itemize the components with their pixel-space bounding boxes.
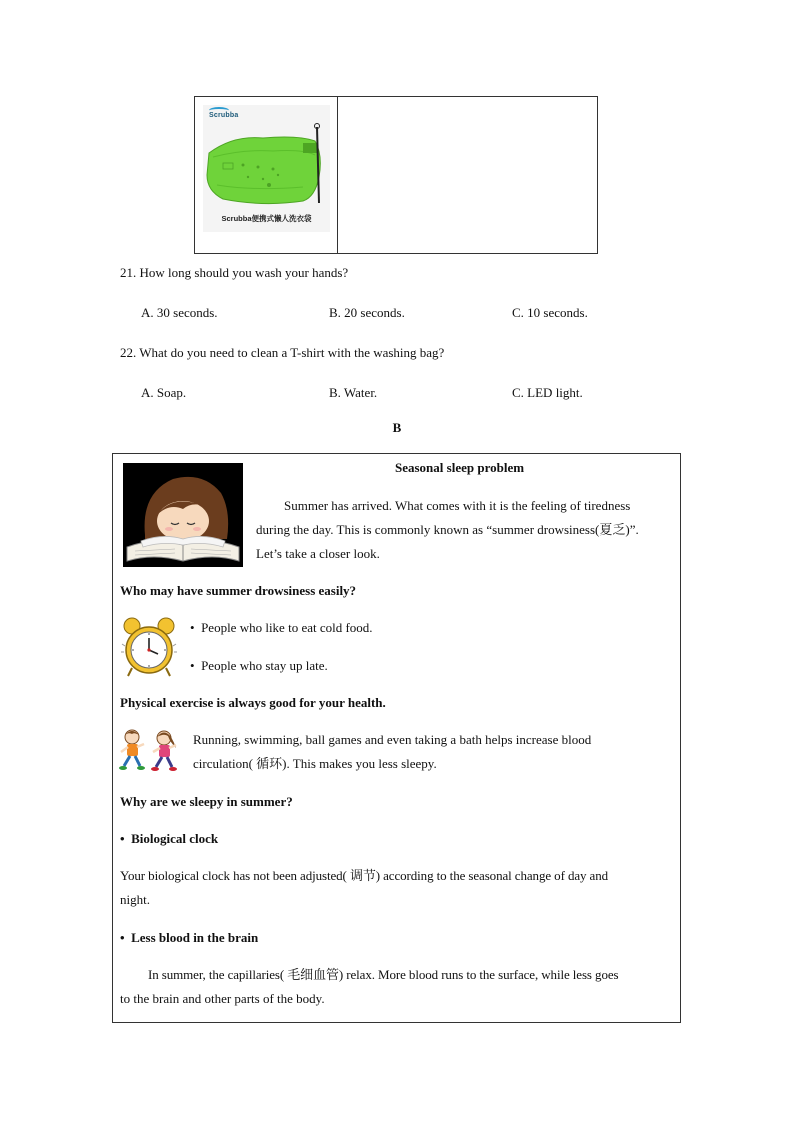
sleeping-girl-image — [123, 463, 243, 567]
reason-1-heading-text: Biological clock — [131, 831, 219, 846]
question-22-option-c: C. LED light. — [512, 385, 583, 400]
bullet-marker: • — [120, 930, 125, 945]
why-heading: Why are we sleepy in summer? — [120, 794, 293, 809]
product-caption: Scrubba便携式懒人洗衣袋 — [221, 214, 312, 223]
exercise-line-2: circulation( 循环). This makes you less sleepy. — [193, 756, 437, 771]
running-kids-image — [118, 728, 182, 774]
bullet-marker: • — [190, 658, 195, 673]
brand-logo-text: Scrubba — [209, 112, 239, 119]
reason-2-line-2: to the brain and other parts of the body. — [120, 991, 325, 1006]
running-kids-icon — [118, 728, 182, 774]
question-22-option-b: B. Water. — [329, 385, 378, 400]
reason-2-heading — [120, 930, 258, 946]
question-22: 22. What do you need to clean a T-shirt with the washing bag? — [120, 345, 445, 360]
who-item-2-text: People who stay up late. — [201, 658, 328, 673]
who-item-1-text: People who like to eat cold food. — [201, 620, 373, 635]
intro-line-1: Summer has arrived. What comes with it is the feeling of tiredness — [284, 498, 631, 513]
exercise-line-1: Running, swimming, ball games and even taking a bath helps increase blood — [193, 732, 592, 747]
alarm-clock-icon — [120, 614, 178, 678]
reason-1-line-2: night. — [120, 892, 150, 907]
question-22-option-a: A. Soap. — [141, 385, 187, 400]
reason-2-heading-text: Less blood in the brain — [131, 930, 259, 945]
question-21: 21. How long should you wash your hands? — [120, 265, 349, 280]
reason-2-line-1: In summer, the capillaries( 毛细血管) relax. More blood runs to the surface, while less goes — [148, 967, 619, 982]
question-21-option-c: C. 10 seconds. — [512, 305, 588, 320]
washing-bag-image — [203, 105, 330, 232]
bullet-marker: • — [190, 620, 195, 635]
sleeping-girl-icon — [123, 463, 243, 567]
intro-line-2: during the day. This is commonly known as “summer drowsiness(夏乏)”. — [256, 522, 639, 537]
passage-title: Seasonal sleep problem — [395, 460, 525, 475]
question-21-option-a: A. 30 seconds. — [141, 305, 218, 320]
product-table — [194, 96, 598, 254]
section-letter: B — [392, 420, 402, 435]
question-21-option-b: B. 20 seconds. — [329, 305, 405, 320]
bullet-marker: • — [120, 831, 125, 846]
empty-table-cell — [338, 97, 597, 253]
intro-line-3: Let’s take a closer look. — [256, 546, 380, 561]
exercise-heading: Physical exercise is always good for your health. — [120, 695, 386, 710]
who-item-2 — [190, 658, 328, 674]
reason-1-line-1: Your biological clock has not been adjusted( 调节) according to the seasonal change of day and — [120, 868, 609, 883]
product-image-cell — [195, 97, 338, 253]
who-heading: Who may have summer drowsiness easily? — [120, 583, 357, 598]
who-item-1 — [190, 620, 373, 636]
reason-1-heading — [120, 831, 218, 847]
alarm-clock-image — [120, 614, 178, 678]
